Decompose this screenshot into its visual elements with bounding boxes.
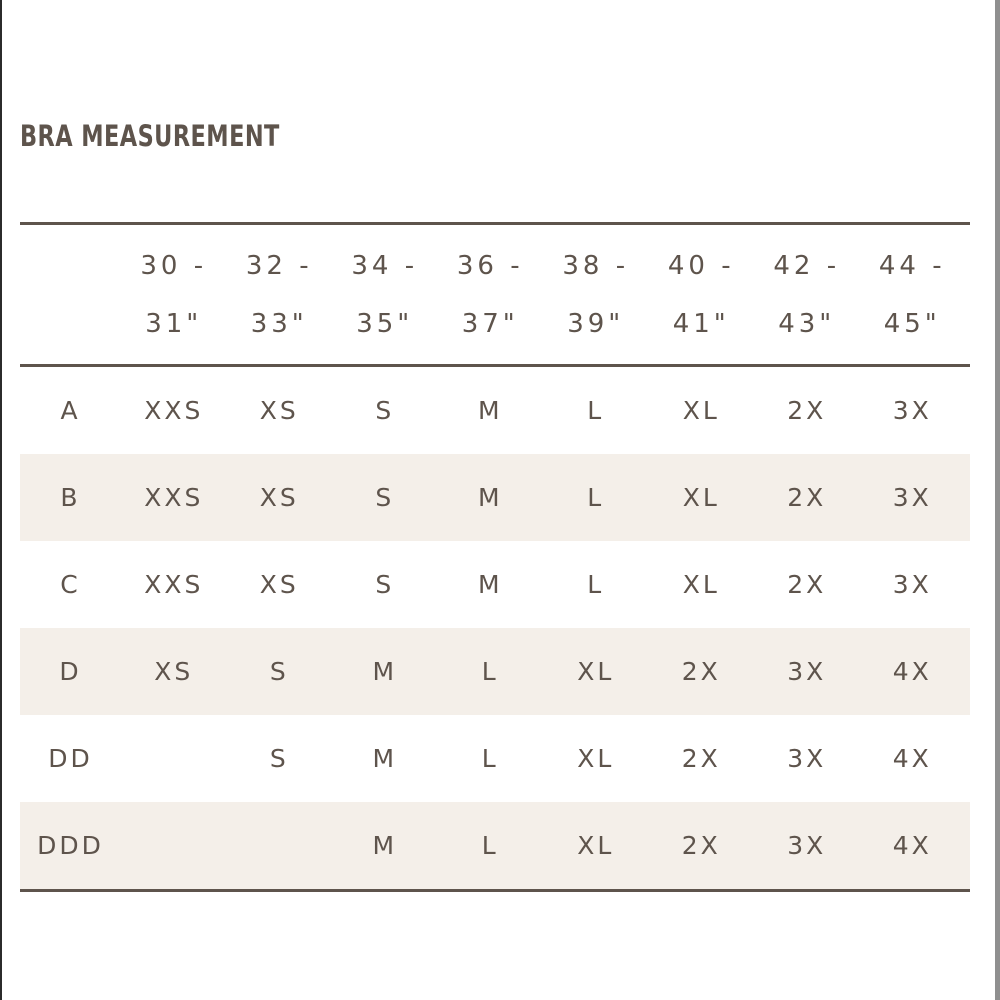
size-cell: XL bbox=[682, 570, 720, 599]
header-cell-band bbox=[860, 225, 966, 364]
header-cell-band bbox=[649, 225, 755, 364]
size-cell: M bbox=[372, 744, 398, 773]
size-cell: L bbox=[481, 831, 499, 860]
size-cell: 4X bbox=[892, 744, 932, 773]
table-row bbox=[20, 454, 970, 541]
table-header-row bbox=[20, 225, 970, 364]
size-cell: 2X bbox=[681, 831, 721, 860]
left-edge-border bbox=[0, 0, 2, 1000]
size-cell: M bbox=[477, 570, 503, 599]
header-band-line1: 44 - bbox=[878, 251, 946, 281]
size-cell: 2X bbox=[681, 657, 721, 686]
size-cell: XS bbox=[259, 483, 299, 512]
size-cell: XL bbox=[577, 744, 615, 773]
size-cell: M bbox=[372, 657, 398, 686]
header-band-line1: 30 - bbox=[140, 251, 208, 281]
page-title: BRA MEASUREMENT bbox=[20, 119, 280, 153]
size-cell: 2X bbox=[787, 570, 827, 599]
cup-label: D bbox=[59, 657, 82, 686]
cup-label: DD bbox=[48, 744, 93, 773]
table-row bbox=[20, 367, 970, 454]
cup-label: DDD bbox=[37, 831, 104, 860]
table-bottom-rule bbox=[20, 889, 970, 892]
size-cell: XS bbox=[259, 570, 299, 599]
header-band-line2: 33" bbox=[250, 309, 308, 339]
header-band-line1: 38 - bbox=[562, 251, 630, 281]
header-band-line1: 32 - bbox=[245, 251, 313, 281]
table-row bbox=[20, 715, 970, 802]
size-cell: 3X bbox=[892, 396, 932, 425]
table-row bbox=[20, 802, 970, 889]
header-band-line2: 43" bbox=[778, 309, 836, 339]
size-cell: L bbox=[481, 657, 499, 686]
header-band-line2: 45" bbox=[883, 309, 941, 339]
size-cell bbox=[227, 802, 333, 889]
header-band-line2: 31" bbox=[145, 309, 203, 339]
size-cell: XL bbox=[682, 483, 720, 512]
size-cell: 2X bbox=[787, 396, 827, 425]
size-cell: L bbox=[587, 396, 605, 425]
cup-label: A bbox=[60, 396, 81, 425]
header-band-line1: 34 - bbox=[351, 251, 419, 281]
size-cell: S bbox=[375, 570, 395, 599]
size-cell: M bbox=[372, 831, 398, 860]
size-cell: S bbox=[269, 744, 289, 773]
size-cell: 3X bbox=[787, 657, 827, 686]
size-cell: S bbox=[269, 657, 289, 686]
size-cell: 2X bbox=[681, 744, 721, 773]
size-cell: 3X bbox=[787, 831, 827, 860]
header-cell-band bbox=[227, 225, 333, 364]
cup-label: C bbox=[60, 570, 81, 599]
size-cell: XL bbox=[682, 396, 720, 425]
header-band-line1: 36 - bbox=[456, 251, 524, 281]
table-row bbox=[20, 541, 970, 628]
header-band-line1: 40 - bbox=[667, 251, 735, 281]
size-cell: XL bbox=[577, 831, 615, 860]
size-cell: XXS bbox=[144, 483, 204, 512]
size-cell: M bbox=[477, 483, 503, 512]
size-cell: 2X bbox=[787, 483, 827, 512]
size-cell: 3X bbox=[787, 744, 827, 773]
size-cell: S bbox=[375, 483, 395, 512]
header-cell-band bbox=[121, 225, 227, 364]
size-cell: XL bbox=[577, 657, 615, 686]
header-band-line2: 37" bbox=[461, 309, 519, 339]
size-cell bbox=[121, 715, 227, 802]
size-cell bbox=[121, 802, 227, 889]
header-cell-band bbox=[438, 225, 544, 364]
header-corner-cell bbox=[20, 225, 121, 364]
header-cell-band bbox=[754, 225, 860, 364]
size-chart-table bbox=[20, 222, 970, 892]
size-cell: 4X bbox=[892, 657, 932, 686]
size-cell: 3X bbox=[892, 483, 932, 512]
size-cell: L bbox=[587, 483, 605, 512]
header-band-line2: 35" bbox=[356, 309, 414, 339]
header-band-line1: 42 - bbox=[773, 251, 841, 281]
size-cell: M bbox=[477, 396, 503, 425]
header-cell-band bbox=[543, 225, 649, 364]
cup-label: B bbox=[60, 483, 81, 512]
size-cell: L bbox=[587, 570, 605, 599]
size-cell: XS bbox=[154, 657, 194, 686]
size-cell: 4X bbox=[892, 831, 932, 860]
size-cell: XXS bbox=[144, 570, 204, 599]
right-edge-scrollbar bbox=[995, 0, 1000, 1000]
size-cell: XXS bbox=[144, 396, 204, 425]
size-cell: 3X bbox=[892, 570, 932, 599]
header-band-line2: 41" bbox=[672, 309, 730, 339]
header-band-line2: 39" bbox=[567, 309, 625, 339]
size-cell: L bbox=[481, 744, 499, 773]
size-cell: S bbox=[375, 396, 395, 425]
size-cell: XS bbox=[259, 396, 299, 425]
header-cell-band bbox=[332, 225, 438, 364]
table-row bbox=[20, 628, 970, 715]
